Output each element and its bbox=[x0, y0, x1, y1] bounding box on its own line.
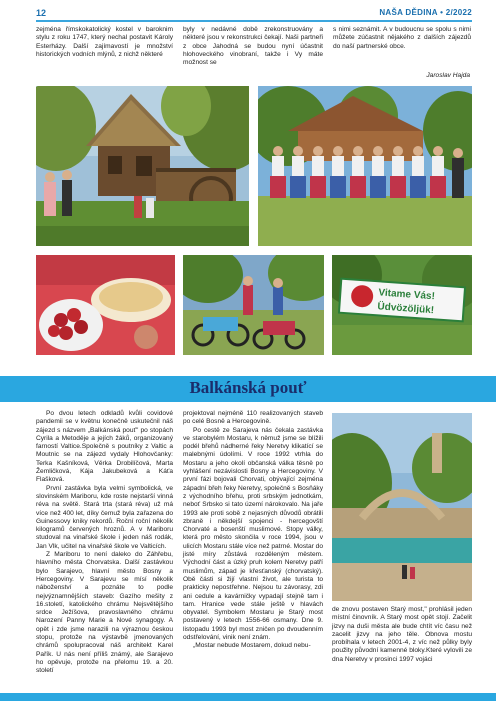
article-paragraph: „Mostar nebude Mostarem, dokud nebu- bbox=[193, 642, 311, 650]
welcome-banner-photo bbox=[332, 255, 472, 355]
top-article-col2-text: byly v nedávné době zrekonstruovány a některé jsou v rekonstrukci čekají. Naši partneři z obce Jahodná se budou nyní účastnit hlohoveckého vinobraní, takže i Vy máte možnost se bbox=[183, 26, 323, 67]
author-signature: Jaroslav Hajda bbox=[426, 72, 470, 79]
mostar-bridge-photo bbox=[332, 413, 472, 601]
footer-bar bbox=[0, 693, 496, 701]
top-article-col1 bbox=[36, 26, 173, 59]
header-rule bbox=[36, 20, 472, 22]
article-col2 bbox=[183, 410, 323, 651]
article-col3 bbox=[332, 606, 472, 664]
page-header bbox=[36, 6, 472, 20]
motorbikes-photo bbox=[183, 255, 324, 355]
food-plate-photo bbox=[36, 255, 175, 355]
article-paragraph: První zastávka byla velmi symbolická, ve slovinském Mariboru, kde roste nejstarší vinná réva na světě. Stará trta (stará réva) už má více než 400 let, díky čemuž byla zařazena do Guinessovy kniky rekordů. Roční roční několik kilogramů červených hroznů. A v Mariboru studoval na vinařské škole i jeden náš rodák, Jan Vlk, učitel na vinařské škole ve Valticích. bbox=[36, 484, 173, 550]
section-title: Balkánská pouť bbox=[189, 378, 307, 397]
article-col1 bbox=[36, 410, 173, 676]
top-article-col3 bbox=[333, 26, 471, 51]
section-title-band bbox=[0, 376, 496, 402]
top-article-col1-text: zejména římskokatolický kostel v baroknim stylu z roku 1747, který nechal postavit Károly Esterházy. Další zajímavostí je množství historických vodních mlýnů, z nichž některé bbox=[36, 26, 173, 58]
article-paragraph: Po dvou letech odkladů kvůli covidové pandemii se v květnu konečně uskutečnil náš zájezd s názvem „Balkánská pouť" po stopách Cyrila a Metoděje a jejích žáků, organizovaný farností Valtice.Společně s poutníky z Valtic a Moutnic se na zájezd vydaly Hlohovčanky: Terka Kašníková, Věrka Drobilíčová, Marta Žemličková, Kája Jakubeková a Káťa Flašková. bbox=[36, 410, 173, 484]
magazine-name: NAŠA DĚDINA • 2/2022 bbox=[379, 8, 472, 17]
page-number: 12 bbox=[36, 8, 47, 18]
watermill-photo bbox=[36, 86, 249, 246]
article-paragraph: Po cestě ze Sarajeva nás čekala zastávka ve starobylém Mostaru, k němuž jsme se blížili podél břehů nádherné řeky Neretvy klikatící se malebnými údolími. V roce 1992 vtrhla do Mostaru a jeho okolí občanská válka těsně po vyhlášení nezávislosti Bosny a Hercegoviny. V první fázi bojovali Chorvati, obývající zejména západní břeh řeky Neretvy, společně s Bosňáky z východního břehu, proti srbským jednotkám, neboť Srbsko si tato území nárokovalo. Na jaře 1993 ale proti sobě z nejasných důvodů obrátili zbraně i někdejší spojenci - hercegovští Chorvaté a bosenští muslimové. Stopy války, která pro město skončila v roce 1994, jsou v ulicích Mostaru stále více než patrné. Mostar do jisté míry zůstává rozděleným městem. Východní část a úzký pruh kolem Neretvy patří muslimům, západ je křesťanský (chorvatský). Obě části si žijí vlastní život, ale turista to prakticky nepostřehne. Nejsou tu závorasy, zdi ani cedule a kavárničky vypadají stejně tam i tam. Hranice vede stále ještě v hlavách obyvatel. Symbolem Mostaru je Starý most postavený v letech 1556-66 osmany. Dne 9. listopadu 1993 byl most zničen po dvoudenním odstřelování, vinik není znám. bbox=[183, 426, 323, 642]
banner-line2: Üdvözöljük! bbox=[377, 301, 435, 317]
top-article-col3-text: s nimi seznámit. A v budoucnu se spolu s nimi můžete zúčastnit nějakého z dalších zájezdů do naší partnerské obce. bbox=[333, 26, 471, 50]
group-folk-costume-photo bbox=[258, 86, 472, 246]
article-paragraph: projektoval nejméně 110 realizovaných staveb po celé Bosně a Hercegovině. bbox=[183, 410, 323, 426]
top-article-col2 bbox=[183, 26, 323, 67]
article-paragraph: Z Mariboru to není daleko do Záhřebu, hlavního města Chorvatska. Další zastávkou bylo Sarajevo, hlavní město Bosny a Hercegoviny. V Sarajevu se mísí několik náboženství a poznáte to podle nejvýznamnějších staveb: Gazího mešity z 16.století, katolického chrámu Nejsvětějšího srdce Ježíšova, pravoslavného chrámu Narození Panny Marie a Nové synagogy. A opět i zde jsme narazili na výraznou českou stopu, protože na výstavbě jmenovaných chrámů spolupracoval náš architekt Karel Pařík. U nás není příliš známý, ale Sarajevo ho opěvuje, protože na přelomu 19. a 20. století bbox=[36, 551, 173, 675]
article-col3-text: de znovu postaven Starý most," prohlásil jeden místní činovník. A Starý most opět stojí. Začelit jizvy na duši města ale bude chtít víc času než zacelit jizvy na jeho těle. Obnova mostu probíhala v letech 2001-4, z víc než půlky byly použity původní kamenné bloky.Které vylovili ze dna Neretvy v prosinci 1997 vojáci bbox=[332, 606, 472, 663]
banner-line1: Vitame Vás! bbox=[378, 287, 436, 303]
